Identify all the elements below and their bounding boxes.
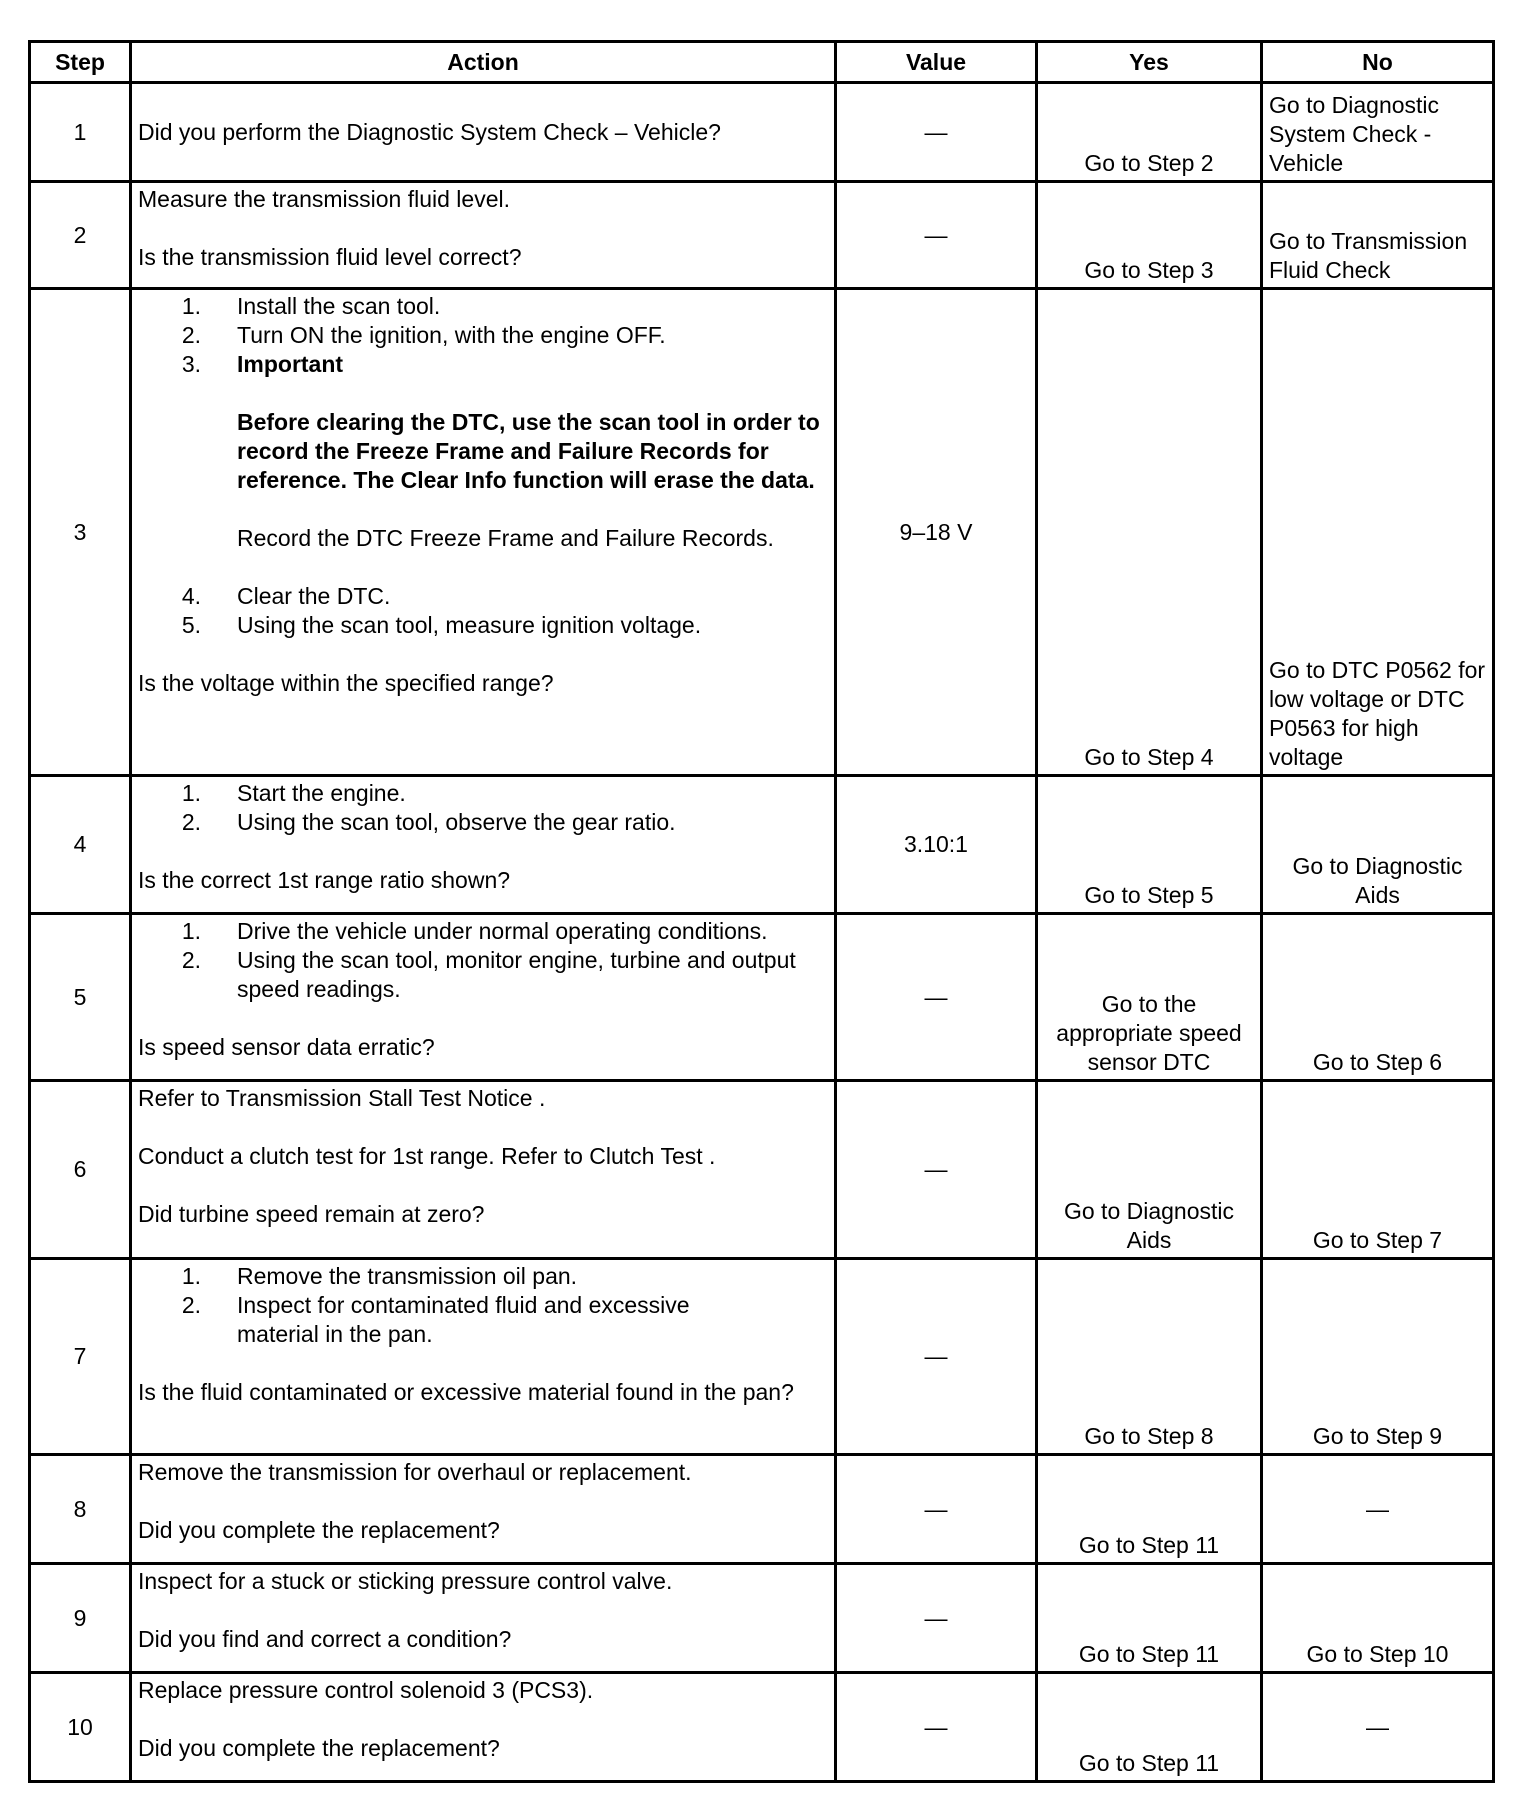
no-cell: Go to Diagnostic System Check - Vehicle [1262, 83, 1494, 182]
list-item [138, 917, 828, 946]
value-cell: — [836, 83, 1037, 182]
table-row [30, 289, 1494, 776]
action-question: Is speed sensor data erratic? [138, 1034, 435, 1060]
action-cell [131, 1259, 836, 1455]
action-cell [131, 1455, 836, 1564]
action-detail: Conduct a clutch test for 1st range. Refer to Clutch Test . [138, 1143, 716, 1169]
item-text: Inspect for contaminated fluid and excessive material in the pan. [237, 1292, 690, 1347]
no-cell: Go to Step 10 [1262, 1564, 1494, 1673]
table-row [30, 1673, 1494, 1782]
yes-cell: Go to Step 4 [1037, 289, 1262, 776]
value-cell: — [836, 1081, 1037, 1259]
step-number: 6 [30, 1081, 131, 1259]
header-yes: Yes [1037, 42, 1262, 83]
value-cell: — [836, 1673, 1037, 1782]
item-text: Using the scan tool, observe the gear ratio. [237, 809, 676, 835]
action-list [138, 1262, 828, 1349]
item-text: Clear the DTC. [237, 583, 391, 609]
header-action: Action [131, 42, 836, 83]
action-cell [131, 83, 836, 182]
step-number: 3 [30, 289, 131, 776]
value-cell: 3.10:1 [836, 776, 1037, 914]
step-number: 8 [30, 1455, 131, 1564]
step-number: 7 [30, 1259, 131, 1455]
action-cell [131, 914, 836, 1081]
table-row [30, 83, 1494, 182]
action-cell [131, 1564, 836, 1673]
value-cell: — [836, 182, 1037, 289]
no-cell: — [1262, 1673, 1494, 1782]
action-cell [131, 182, 836, 289]
value-cell: 9–18 V [836, 289, 1037, 776]
table-row [30, 776, 1494, 914]
list-item [138, 350, 828, 379]
item-text: Turn ON the ignition, with the engine OFF. [237, 322, 666, 348]
action-cell [131, 1673, 836, 1782]
action-cell [131, 776, 836, 914]
action-list [138, 917, 828, 1004]
list-item [138, 808, 828, 837]
item-number: 2. [181, 947, 201, 973]
table-row [30, 1259, 1494, 1455]
item-number: 2. [181, 1292, 201, 1318]
diagnostic-table [28, 40, 1495, 1783]
item-text: Remove the transmission oil pan. [237, 1263, 578, 1289]
item-text: Using the scan tool, measure ignition voltage. [237, 612, 702, 638]
important-notice: Before clearing the DTC, use the scan tool in order to record the Freeze Frame and Failure Records for reference. The Clear Info function will erase the data. [237, 409, 820, 493]
action-intro: Remove the transmission for overhaul or replacement. [138, 1459, 692, 1485]
header-value: Value [836, 42, 1037, 83]
table-row [30, 1081, 1494, 1259]
item-number: 2. [181, 322, 201, 348]
action-question: Is the fluid contaminated or excessive material found in the pan? [138, 1379, 794, 1405]
action-intro: Inspect for a stuck or sticking pressure control valve. [138, 1568, 673, 1594]
step-number: 10 [30, 1673, 131, 1782]
list-item [138, 582, 828, 611]
action-question: Did turbine speed remain at zero? [138, 1201, 485, 1227]
no-cell: Go to Step 6 [1262, 914, 1494, 1081]
record-instruction: Record the DTC Freeze Frame and Failure Records. [237, 525, 774, 551]
action-question: Did you perform the Diagnostic System Check – Vehicle? [138, 118, 721, 145]
value-cell: — [836, 1259, 1037, 1455]
action-intro: Replace pressure control solenoid 3 (PCS3). [138, 1677, 594, 1703]
yes-cell: Go to Step 8 [1037, 1259, 1262, 1455]
item-number: 4. [181, 583, 201, 609]
table-row [30, 914, 1494, 1081]
action-intro: Measure the transmission fluid level. [138, 186, 510, 212]
yes-cell: Go to the appropriate speed sensor DTC [1037, 914, 1262, 1081]
table-row [30, 1564, 1494, 1673]
yes-cell: Go to Step 3 [1037, 182, 1262, 289]
step-number: 9 [30, 1564, 131, 1673]
action-intro: Refer to Transmission Stall Test Notice . [138, 1085, 546, 1111]
header-row [30, 42, 1494, 83]
step-number: 1 [30, 83, 131, 182]
action-question: Is the correct 1st range ratio shown? [138, 867, 511, 893]
action-list [138, 779, 828, 837]
item-number: 3. [181, 351, 201, 377]
yes-cell: Go to Step 11 [1037, 1564, 1262, 1673]
item-number: 1. [181, 780, 201, 806]
item-number: 2. [181, 809, 201, 835]
value-cell: — [836, 1564, 1037, 1673]
action-list [138, 292, 828, 379]
item-text: Install the scan tool. [237, 293, 441, 319]
no-cell: Go to Diagnostic Aids [1262, 776, 1494, 914]
action-question: Is the transmission fluid level correct? [138, 244, 522, 270]
step-number: 5 [30, 914, 131, 1081]
header-step: Step [30, 42, 131, 83]
action-question: Did you find and correct a condition? [138, 1626, 512, 1652]
action-question: Did you complete the replacement? [138, 1517, 500, 1543]
action-list [138, 582, 828, 640]
step-number: 2 [30, 182, 131, 289]
important-label: Important [237, 351, 344, 377]
list-item [138, 611, 828, 640]
value-cell: — [836, 914, 1037, 1081]
yes-cell: Go to Diagnostic Aids [1037, 1081, 1262, 1259]
list-item [138, 1291, 828, 1349]
action-cell [131, 289, 836, 776]
action-question: Did you complete the replacement? [138, 1735, 500, 1761]
no-cell: Go to Step 7 [1262, 1081, 1494, 1259]
yes-cell: Go to Step 11 [1037, 1455, 1262, 1564]
item-text: Drive the vehicle under normal operating conditions. [237, 918, 768, 944]
value-cell: — [836, 1455, 1037, 1564]
item-text: Start the engine. [237, 780, 406, 806]
table-row [30, 182, 1494, 289]
no-cell: Go to Transmission Fluid Check [1262, 182, 1494, 289]
no-cell: Go to DTC P0562 for low voltage or DTC P0563 for high voltage [1262, 289, 1494, 776]
step-number: 4 [30, 776, 131, 914]
no-cell: Go to Step 9 [1262, 1259, 1494, 1455]
item-number: 1. [181, 918, 201, 944]
item-number: 5. [181, 612, 201, 638]
yes-cell: Go to Step 11 [1037, 1673, 1262, 1782]
list-item [138, 321, 828, 350]
action-cell [131, 1081, 836, 1259]
item-number: 1. [181, 293, 201, 319]
table-row [30, 1455, 1494, 1564]
yes-cell: Go to Step 5 [1037, 776, 1262, 914]
yes-cell: Go to Step 2 [1037, 83, 1262, 182]
list-item [138, 1262, 828, 1291]
header-no: No [1262, 42, 1494, 83]
item-text: Using the scan tool, monitor engine, turbine and output speed readings. [237, 947, 796, 1002]
no-cell: — [1262, 1455, 1494, 1564]
item-number: 1. [181, 1263, 201, 1289]
action-question: Is the voltage within the specified range? [138, 670, 554, 696]
list-item [138, 292, 828, 321]
list-item [138, 946, 828, 1004]
list-item [138, 779, 828, 808]
